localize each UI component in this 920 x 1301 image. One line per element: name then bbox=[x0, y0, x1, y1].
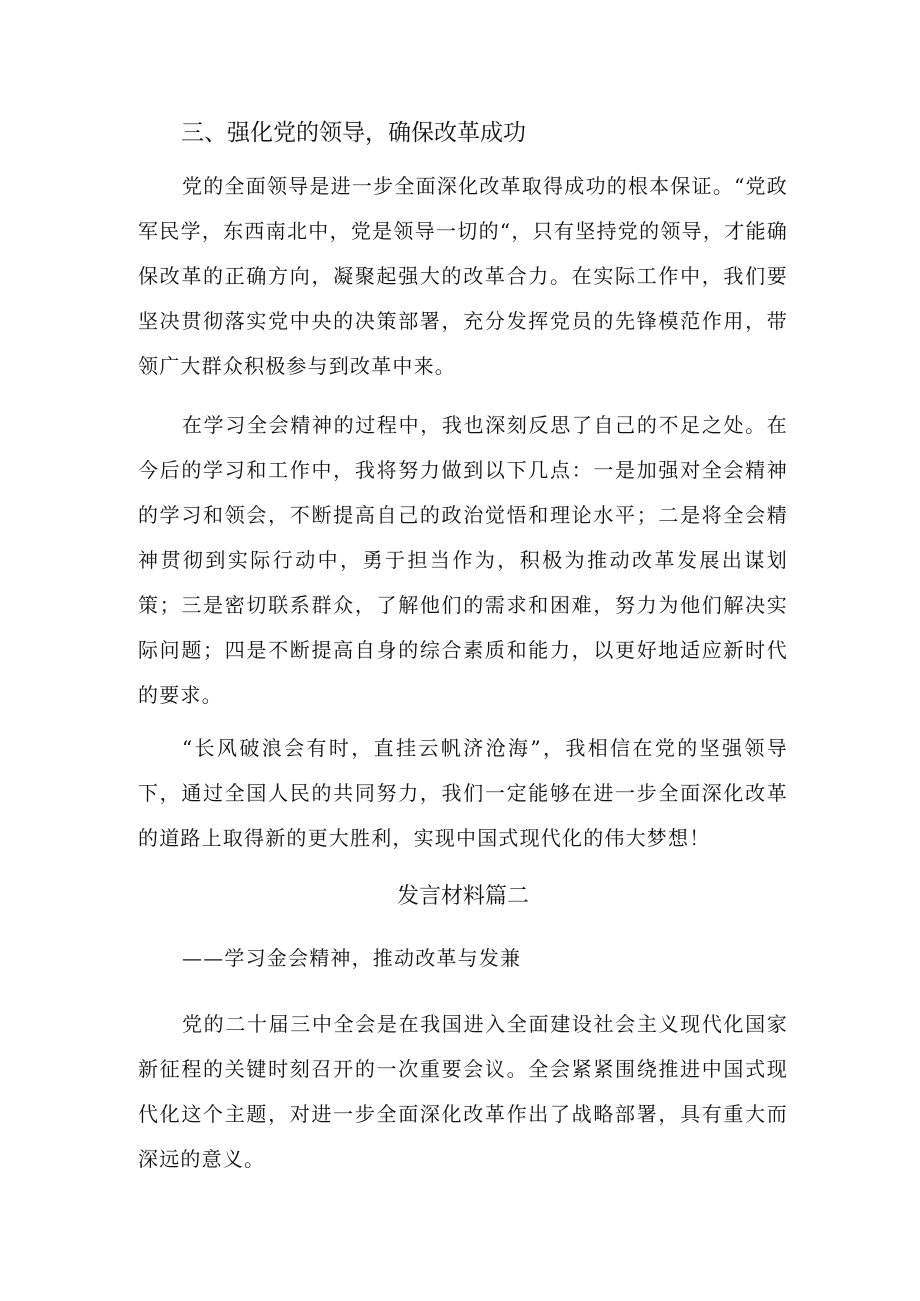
paragraph-self-reflection: 在学习全会精神的过程中，我也深刻反思了自己的不足之处。在今后的学习和工作中，我将努力做到以下几点：一是加强对全会精神的学习和领会，不断提高自己的政治觉悟和理论水平；二是将全会精神贯彻到实际行动中，勇于担当作为，积极为推动改革发展出谋划策；三是密切联系群众，了解他们的需求和困难，努力为他们解决实际问题；四是不断提高自身的综合素质和能力，以更好地适应新时代的要求。 bbox=[138, 413, 788, 707]
article-title: 发言材料篇二 bbox=[396, 884, 529, 909]
paragraph-plenary-intro: 党的二十届三中全会是在我国进入全面建设社会主义现代化国家新征程的关键时刻召开的一次重要会议。全会紧紧围绕推进中国式现代化这个主题，对进一步全面深化改革作出了战略部署，具有重大而深远的意义。 bbox=[138, 1012, 788, 1171]
paragraph-conclusion: “长风破浪会有时，直挂云帆济沧海”，我相信在党的坚强领导下，通过全国人民的共同努力，我们一定能够在进一步全面深化改革的道路上取得新的更大胜利，实现中国式现代化的伟大梦想！ bbox=[138, 736, 788, 850]
section-heading: 三、强化党的领导，确保改革成功 bbox=[181, 120, 526, 146]
paragraph-party-leadership: 党的全面领导是进一步全面深化改革取得成功的根本保证。“党政军民学，东西南北中，党是领导一切的“，只有坚持党的领导，才能确保改革的正确方向，凝聚起强大的改革合力。在实际工作中，我们要坚决贯彻落实党中央的决策部署，充分发挥党员的先锋模范作用，带领广大群众积极参与到改革中来。 bbox=[138, 174, 788, 378]
article-subtitle: ——学习金会精神，推动改革与发兼 bbox=[182, 946, 522, 970]
